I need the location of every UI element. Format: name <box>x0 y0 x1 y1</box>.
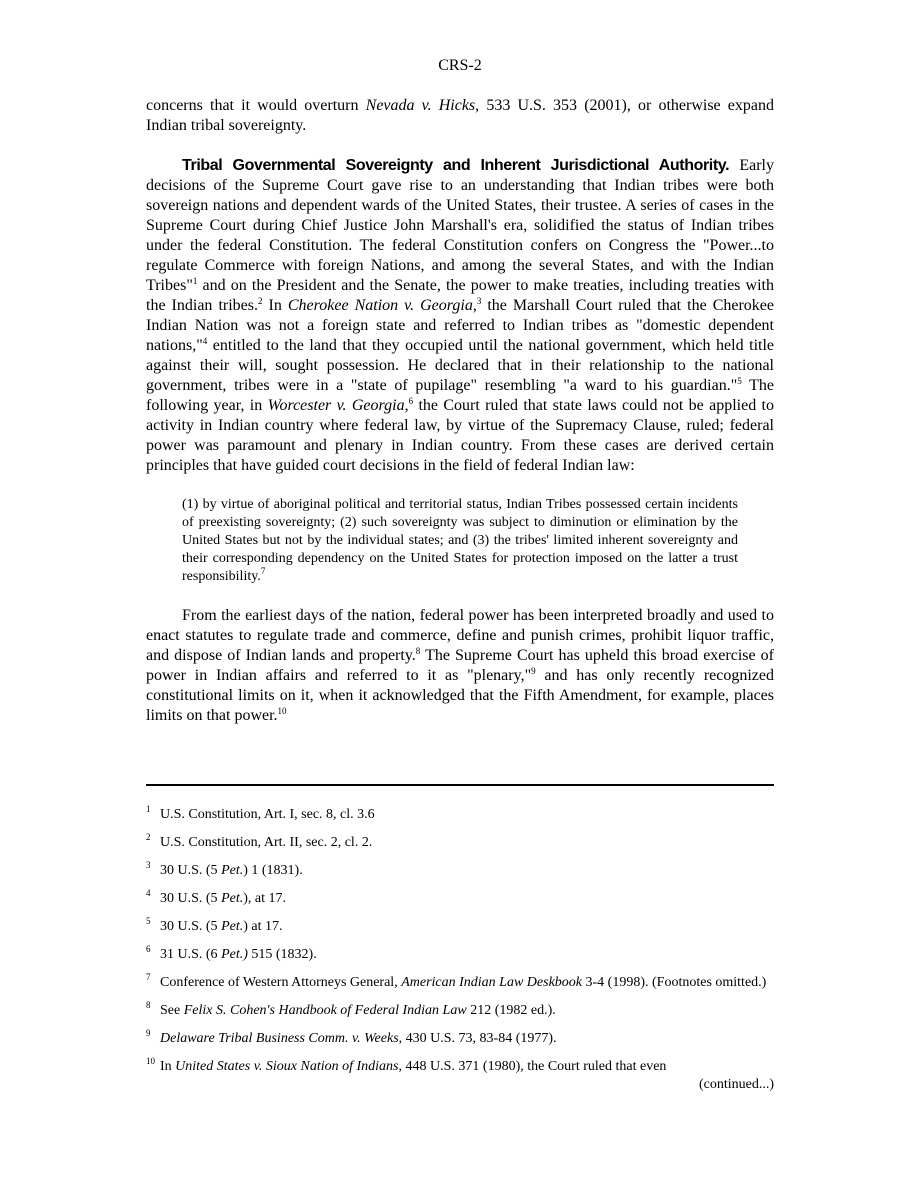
footnote-ref-7[interactable]: 7 <box>260 566 266 576</box>
footnote-4: 4 30 U.S. (5 Pet.), at 17. <box>146 888 286 906</box>
footnote-italic: Pet. <box>221 919 244 934</box>
footnote-italic: Delaware Tribal Business Comm. v. Weeks <box>160 1031 399 1046</box>
text-span: the Court ruled that state laws could not be applied to activity in Indian country where federal law, by virtue of the Supremacy Clause, ruled; federal power was paramount and plenary in Indian country. From these cases are derived certain principles that have guided court decisions in the field of federal Indian law: <box>146 397 774 474</box>
section-heading: Tribal Governmental Sovereignty and Inherent Jurisdictional Authority. <box>182 157 730 174</box>
block-quote <box>182 496 738 586</box>
footnote-9: 9 Delaware Tribal Business Comm. v. Weeks, 430 U.S. 73, 83-84 (1977). <box>146 1028 557 1046</box>
text-span: Early decisions of the Supreme Court gave rise to an understanding that Indian tribes were both sovereign nations and dependent wards of the United States, their trustee. A series of cases in the Supreme Court during Chief Justice John Marshall's era, solidified the status of Indian tribes under the federal Constitution. The federal Constitution confers on Congress the "Power...to regulate Commerce with foreign Nations, and among the several States, and with the Indian Tribes" <box>146 157 774 294</box>
text-span: and has only recently recognized constitutional limits on it, when it acknowledged that the Fifth Amendment, for example, places limits on that power. <box>146 667 774 724</box>
page-body <box>146 56 774 726</box>
footnote-10: 10 In United States v. Sioux Nation of Indians, 448 U.S. 371 (1980), the Court ruled that even <box>146 1056 667 1074</box>
footnote-3: 3 30 U.S. (5 Pet.) 1 (1831). <box>146 860 303 878</box>
footnote-ref-9[interactable]: 9 <box>531 666 536 676</box>
footnote-ref-4[interactable]: 4 <box>202 336 208 346</box>
footnote-text: ) at 17. <box>243 919 283 934</box>
continued-note: (continued...) <box>698 1077 774 1092</box>
text-span: The Supreme Court has upheld this broad exercise of power in Indian affairs and referred to it as "plenary," <box>146 647 775 684</box>
footnote-text: 212 (1982 ed.). <box>466 1003 556 1018</box>
footnote-1: 1 U.S. Constitution, Art. I, sec. 8, cl. 3.6 <box>146 804 375 822</box>
text-span: entitled to the land that they occupied until the national government, which held title against their will, sought possession. He declared that in their relationship to the national government, tribes were in a "state of pupilage" resembling "a ward to his guardian." <box>146 337 774 394</box>
footnote-divider <box>146 784 774 786</box>
text-span: In <box>262 297 288 314</box>
footnote-text: 3-4 (1998). (Footnotes omitted.) <box>582 975 767 990</box>
footnote-7: 7 Conference of Western Attorneys General, American Indian Law Deskbook 3-4 (1998). (Footnotes omitted.) <box>146 972 767 990</box>
text-span: , <box>404 397 409 414</box>
case-citation: Worcester v. Georgia <box>267 397 405 414</box>
footnote-text: ), at 17. <box>243 891 286 906</box>
case-citation: Nevada v. Hicks <box>365 97 476 114</box>
case-citation: Cherokee Nation v. Georgia <box>287 297 473 314</box>
paragraph-sovereignty <box>146 156 774 476</box>
footnote-text: ) 1 (1831). <box>243 863 303 878</box>
footnote-italic: United States v. Sioux Nation of Indians <box>175 1059 399 1074</box>
footnote-text: 31 U.S. (6 <box>160 947 222 962</box>
footnote-italic: Pet. <box>221 863 244 878</box>
footnote-ref-1[interactable]: 1 <box>192 276 198 286</box>
footnote-text: U.S. Constitution, Art. I, sec. 8, cl. 3.6 <box>160 807 375 822</box>
page-header: CRS-2 <box>438 57 482 74</box>
footnote-text: U.S. Constitution, Art. II, sec. 2, cl. 2. <box>160 835 373 850</box>
footnote-2: 2 U.S. Constitution, Art. II, sec. 2, cl. 2. <box>146 832 373 850</box>
footnote-5: 5 30 U.S. (5 Pet.) at 17. <box>146 916 283 934</box>
footnote-ref-10[interactable]: 10 <box>277 706 287 716</box>
quote-text: (1) by virtue of aboriginal political and territorial status, Indian Tribes possessed certain incidents of preexisting sovereignty; (2) such sovereignty was subject to diminution or elimination by the United States but not by the individual states; and (3) the tribes' limited inherent sovereignty and their corresponding dependency on the United States for protection imposed on the latter a trust responsibility. <box>182 497 738 584</box>
footnote-italic: Pet. <box>221 891 244 906</box>
paragraph-intro <box>146 96 774 136</box>
footnote-italic: Pet.) <box>221 947 248 962</box>
footnote-6: 6 31 U.S. (6 Pet.) 515 (1832). <box>146 944 317 962</box>
paragraph-federal-power <box>146 606 774 726</box>
footnote-italic: Felix S. Cohen's Handbook of Federal Indian Law <box>183 1003 467 1018</box>
text-span: the Marshall Court ruled that the Cherokee Indian Nation was not a foreign state and referred to Indian tribes as "domestic dependent nations," <box>146 297 775 354</box>
footnote-text: 515 (1832). <box>247 947 317 962</box>
footnote-text: , 448 U.S. 371 (1980), the Court ruled that even <box>398 1059 667 1074</box>
footnote-italic: American Indian Law Deskbook <box>401 975 583 990</box>
text-span: The following year, in <box>146 377 774 414</box>
footnote-text: In <box>160 1059 176 1074</box>
footnote-ref-5[interactable]: 5 <box>737 376 742 386</box>
footnote-ref-2[interactable]: 2 <box>258 296 263 306</box>
footnote-8: 8 See Felix S. Cohen's Handbook of Federal Indian Law 212 (1982 ed.). <box>146 1000 556 1018</box>
footnote-text: 30 U.S. (5 <box>160 863 222 878</box>
footnotes <box>146 806 774 1094</box>
footnote-text: See <box>160 1003 184 1018</box>
footnote-ref-8[interactable]: 8 <box>415 646 421 656</box>
text-span: , <box>472 297 477 314</box>
text-span: , 533 U.S. 353 (2001), or otherwise expand Indian tribal sovereignty. <box>146 97 775 134</box>
footnote-text: 30 U.S. (5 <box>160 919 222 934</box>
footnote-ref-3[interactable]: 3 <box>476 296 482 306</box>
text-span: and on the President and the Senate, the power to make treaties, including treaties with the Indian tribes. <box>146 277 774 314</box>
text-span: concerns that it would overturn <box>146 97 366 114</box>
footnote-text: 30 U.S. (5 <box>160 891 222 906</box>
footnote-text: Conference of Western Attorneys General, <box>160 975 402 990</box>
footnote-ref-6[interactable]: 6 <box>408 396 414 406</box>
text-span: From the earliest days of the nation, federal power has been interpreted broadly and used to enact statutes to regulate trade and commerce, define and punish crimes, prohibit liquor traffic, and dispose of Indian lands and property. <box>146 607 774 664</box>
footnote-text: , 430 U.S. 73, 83-84 (1977). <box>398 1031 557 1046</box>
